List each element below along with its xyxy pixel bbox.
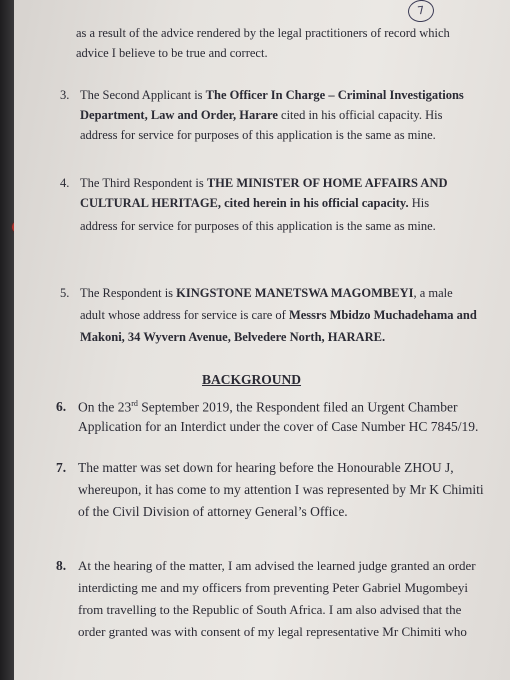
text-fragment-bold: The Officer In Charge – Criminal Investigations — [205, 88, 464, 102]
paragraph-number: 6. — [56, 399, 67, 414]
text-line: as a result of the advice rendered by the legal practitioners of record which — [76, 26, 450, 40]
paragraph-number: 4. — [60, 176, 70, 190]
text-line: from travelling to the Republic of South Africa. I am also advised that the — [78, 602, 462, 617]
text-line: At the hearing of the matter, I am advised the learned judge granted an order — [78, 558, 476, 573]
paragraph-number: 8. — [56, 558, 67, 573]
text-line: whereupon, it has come to my attention I was represented by Mr K Chimiti — [78, 482, 484, 497]
text-fragment-bold: KINGSTONE MANETSWA MAGOMBEYI — [176, 286, 414, 300]
text-fragment: On the 23 — [78, 399, 132, 415]
text-line: address for service for purposes of this application is the same as mine. — [80, 128, 436, 142]
text-fragment: The Second Applicant is — [80, 88, 206, 102]
text-fragment: cited in his official capacity. His — [277, 108, 443, 122]
text-fragment: The Third Respondent is — [80, 176, 207, 190]
paragraph-number: 3. — [60, 88, 70, 102]
text-line: Application for an Interdict under the cover of Case Number HC 7845/19. — [78, 419, 479, 434]
text-line: address for service for purposes of this application is the same as mine. — [80, 219, 436, 233]
paragraph-number: 7. — [56, 460, 67, 475]
text-fragment-bold: Messrs Mbidzo Muchadehama and — [288, 308, 477, 322]
page-number-stamp: 7 — [407, 0, 436, 24]
text-line-bold: Makoni, 34 Wyvern Avenue, Belvedere North, HARARE. — [80, 330, 386, 344]
text-fragment-bold: Department, Law and Order, Harare — [80, 108, 278, 122]
text-fragment: adult whose address for service is care of — [80, 308, 289, 322]
section-heading: BACKGROUND — [202, 372, 302, 387]
document-page — [14, 0, 510, 680]
text-fragment: , a male — [413, 286, 453, 300]
text-fragment-bold: THE MINISTER OF HOME AFFAIRS AND — [206, 176, 448, 190]
text-line: The matter was set down for hearing before the Honourable ZHOU J, — [78, 460, 454, 475]
text-line: advice I believe to be true and correct. — [76, 46, 268, 60]
text-fragment-bold: CULTURAL HERITAGE, cited herein in his official capacity. — [80, 196, 409, 210]
paragraph-number: 5. — [60, 286, 70, 300]
text-line: of the Civil Division of attorney General’s Office. — [78, 504, 348, 519]
text-line: interdicting me and my officers from preventing Peter Gabriel Mugombeyi — [78, 580, 469, 595]
text-fragment: The Respondent is — [80, 286, 177, 300]
text-line: order granted was with consent of my legal representative Mr Chimiti who — [78, 624, 467, 639]
superscript: rd — [131, 399, 138, 408]
page-edge-shadow — [0, 0, 14, 680]
text-fragment: September 2019, the Respondent filed an Urgent Chamber — [137, 399, 458, 415]
text-fragment: His — [408, 196, 430, 210]
